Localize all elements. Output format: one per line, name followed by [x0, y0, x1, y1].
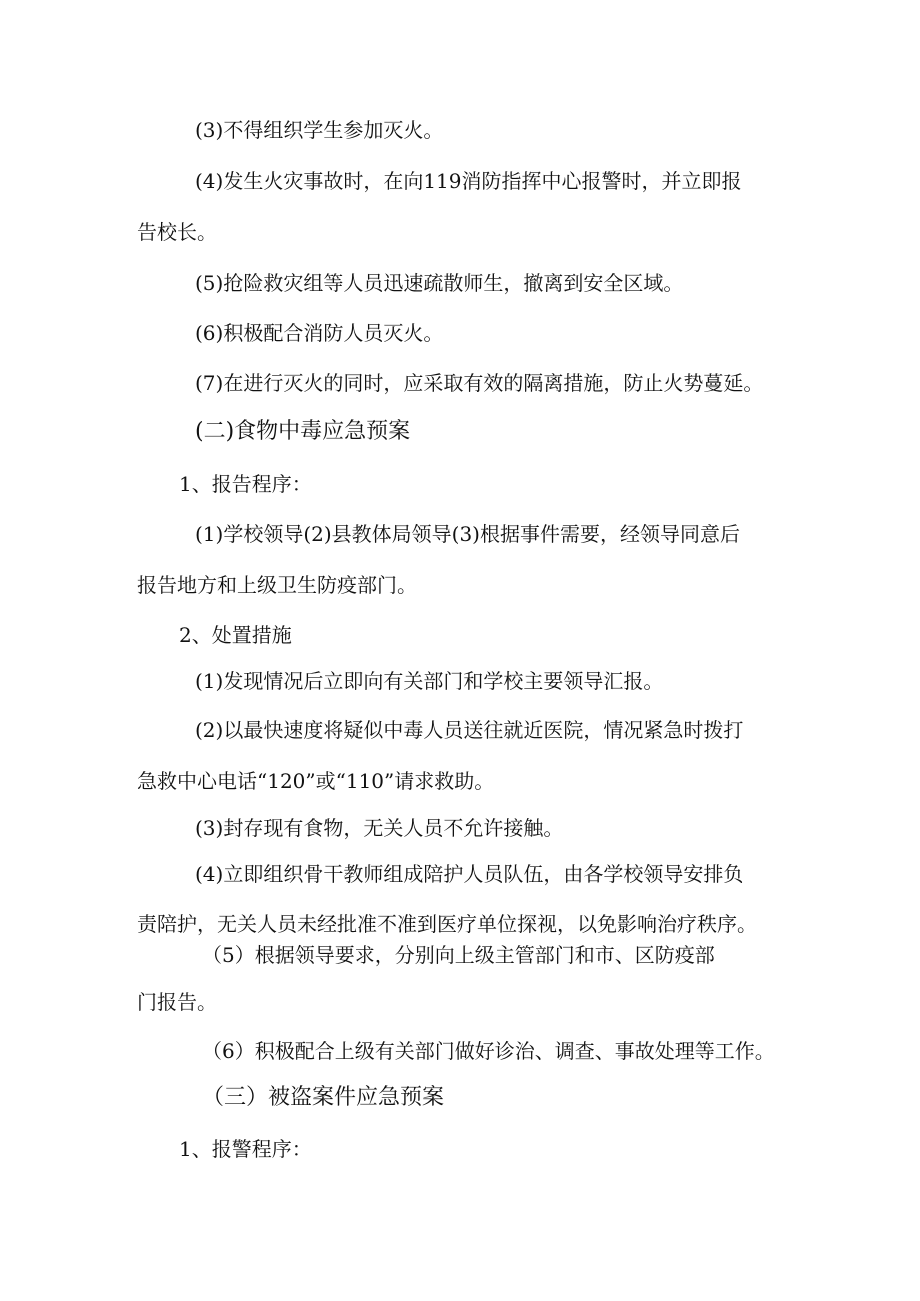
item-4-fire-report-line-2: 告校长。 — [137, 220, 217, 244]
measure-1-report: (1)发现情况后立即向有关部门和学校主要领导汇报。 — [195, 669, 664, 693]
item-3-no-students-firefighting: (3)不得组织学生参加灭火。 — [195, 118, 444, 142]
section-heading-food-poisoning: (二)食物中毒应急预案 — [195, 419, 411, 444]
subheading-alarm-procedure: 1、报警程序： — [179, 1137, 312, 1161]
measure-6-cooperate: （6）积极配合上级有关部门做好诊治、调查、事故处理等工作。 — [202, 1039, 775, 1063]
item-6-cooperate-firefighters: (6)积极配合消防人员灭火。 — [195, 321, 444, 345]
subheading-handling-measures: 2、处置措施 — [179, 623, 292, 647]
reporting-chain-line-2: 报告地方和上级卫生防疫部门。 — [137, 573, 417, 597]
measure-2-hospital-line-1: (2)以最快速度将疑似中毒人员送往就近医院，情况紧急时拨打 — [195, 718, 744, 742]
measure-5-report-line-1: （5）根据领导要求，分别向上级主管部门和市、区防疫部 — [202, 943, 715, 967]
measure-3-seal-food: (3)封存现有食物，无关人员不允许接触。 — [195, 816, 564, 840]
measure-5-report-line-2: 门报告。 — [137, 990, 217, 1014]
reporting-chain-line-1: (1)学校领导(2)县教体局领导(3)根据事件需要，经领导同意后 — [195, 522, 740, 546]
measure-2-hospital-line-2: 急救中心电话“120”或“110”请求救助。 — [137, 769, 495, 793]
section-heading-theft: （三）被盗案件应急预案 — [202, 1085, 445, 1110]
subheading-reporting-procedure: 1、报告程序： — [179, 472, 312, 496]
item-5-evacuation: (5)抢险救灾组等人员迅速疏散师生，撤离到安全区域。 — [195, 271, 684, 295]
measure-4-escort-line-1: (4)立即组织骨干教师组成陪护人员队伍，由各学校领导安排负 — [195, 862, 744, 886]
item-7-isolation-measures: (7)在进行灭火的同时，应采取有效的隔离措施，防止火势蔓延。 — [195, 371, 764, 395]
measure-4-escort-line-2: 责陪护，无关人员未经批准不准到医疗单位探视，以免影响治疗秩序。 — [137, 912, 757, 936]
item-4-fire-report-line-1: (4)发生火灾事故时，在向119消防指挥中心报警时，并立即报 — [195, 169, 742, 193]
